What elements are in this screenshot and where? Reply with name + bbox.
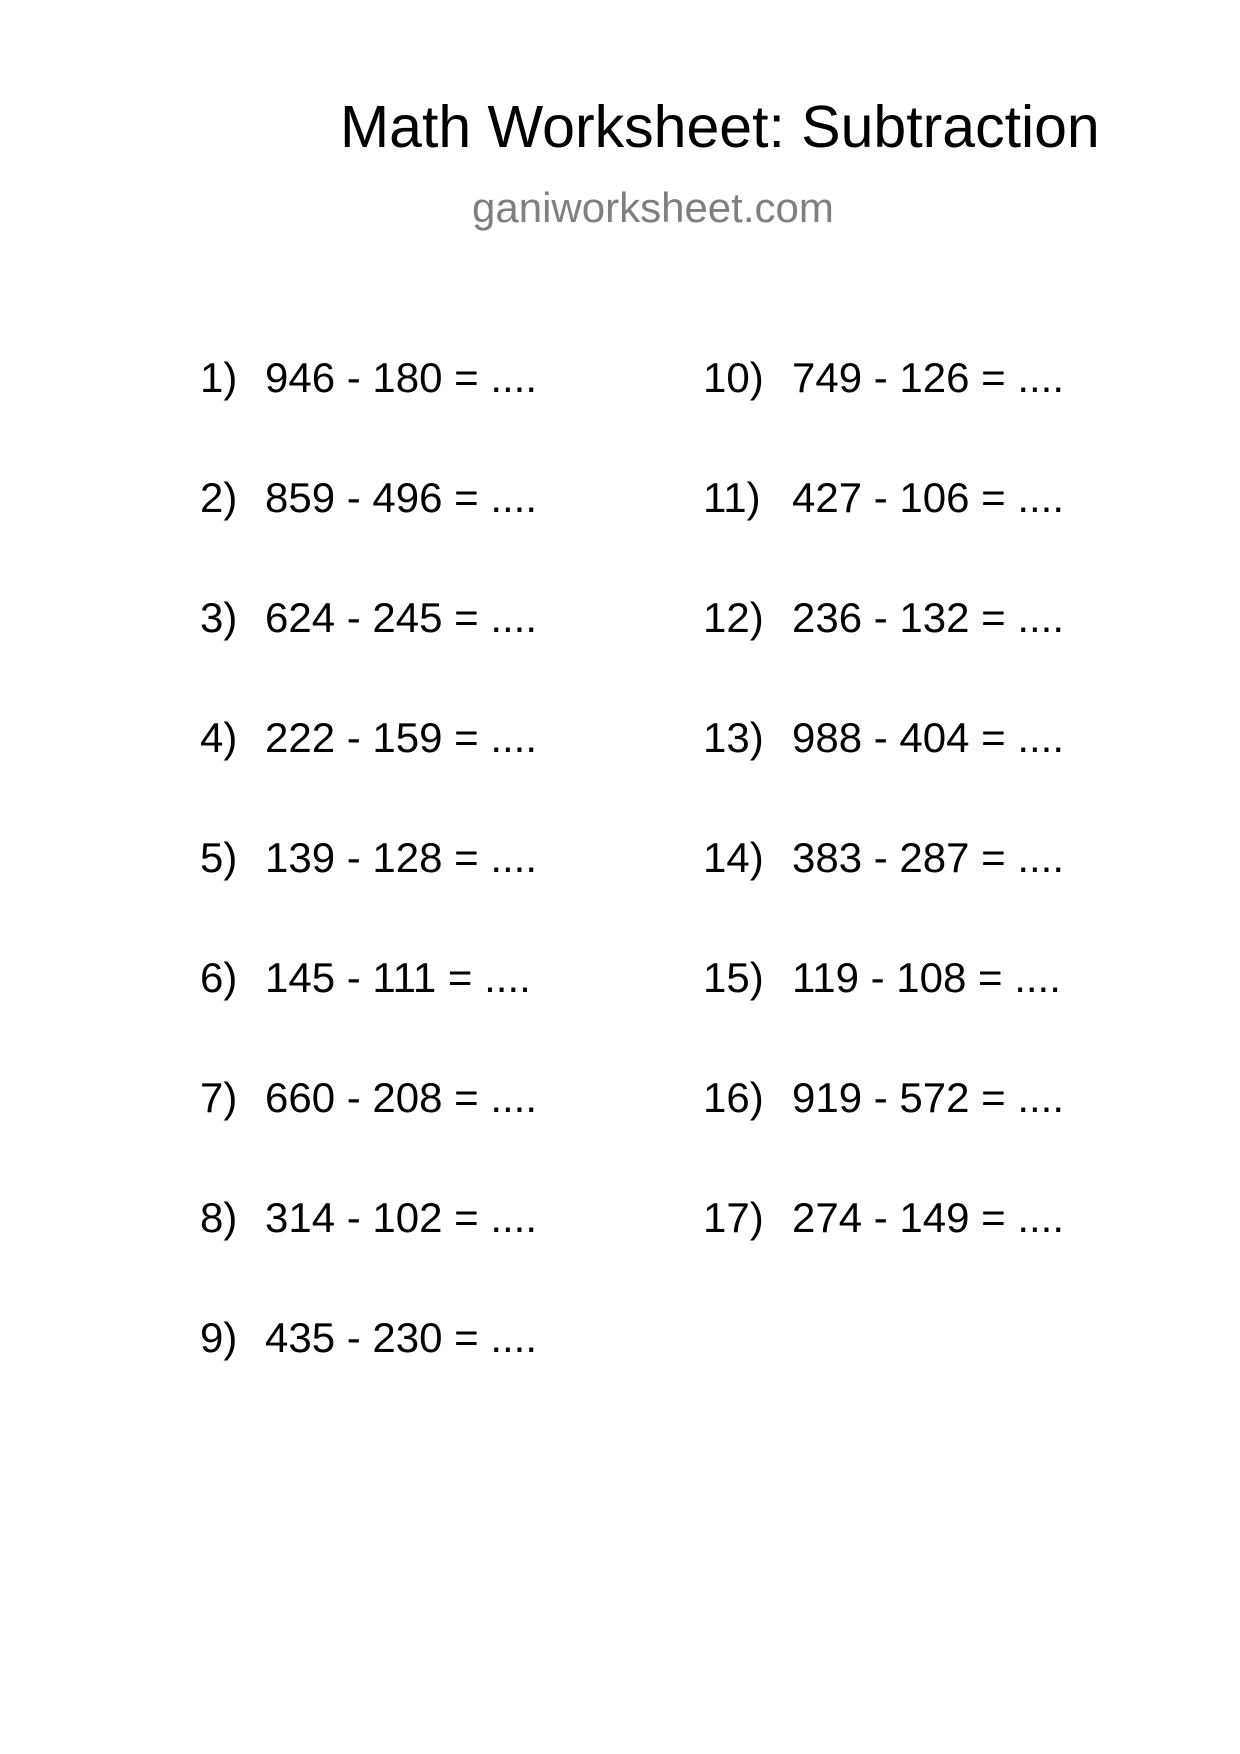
problem-expression: 427 - 106 = .... [792,474,1065,521]
problem-expression: 859 - 496 = .... [265,474,538,521]
problem-expression: 383 - 287 = .... [792,834,1065,881]
problem-expression: 660 - 208 = .... [265,1074,538,1121]
problem-item [200,834,537,954]
problem-number: 1) [200,354,238,401]
problem-number: 2) [200,474,238,521]
website-url: ganiworksheet.com [472,184,834,231]
problem-column-right [703,354,1064,1314]
problem-item [200,954,537,1074]
problem-number: 8) [200,1194,238,1241]
problem-expression: 749 - 126 = .... [792,354,1065,401]
problem-item [703,594,1064,714]
problem-number: 3) [200,594,238,641]
problem-item [200,1314,537,1434]
problem-expression: 919 - 572 = .... [792,1074,1065,1121]
problem-expression: 222 - 159 = .... [265,714,538,761]
page-title: Math Worksheet: Subtraction [340,94,1100,160]
problem-expression: 946 - 180 = .... [265,354,538,401]
problem-item [703,1074,1064,1194]
problem-number: 5) [200,834,238,881]
problem-expression: 119 - 108 = .... [792,954,1061,1001]
problem-item [200,1194,537,1314]
problem-expression: 236 - 132 = .... [792,594,1065,641]
problem-item [200,354,537,474]
problem-expression: 274 - 149 = .... [792,1194,1065,1241]
problem-number: 14) [703,834,764,881]
problem-item [703,354,1064,474]
problem-item [703,1194,1064,1314]
problem-column-left [200,354,537,1434]
problem-item [200,714,537,834]
problem-item [200,474,537,594]
problem-expression: 314 - 102 = .... [265,1194,538,1241]
problem-number: 10) [703,354,764,401]
problem-number: 9) [200,1314,238,1361]
problem-expression: 435 - 230 = .... [265,1314,538,1361]
problem-expression: 145 - 111 = .... [265,954,531,1001]
problem-number: 15) [703,954,764,1001]
problem-number: 17) [703,1194,764,1241]
problem-number: 6) [200,954,238,1001]
problem-expression: 139 - 128 = .... [265,834,538,881]
problem-item [703,474,1064,594]
problem-item [703,954,1064,1074]
problem-number: 12) [703,594,764,641]
problem-number: 16) [703,1074,764,1121]
problem-number: 7) [200,1074,238,1121]
problem-number: 13) [703,714,764,761]
problem-item [703,834,1064,954]
problem-expression: 988 - 404 = .... [792,714,1065,761]
problem-expression: 624 - 245 = .... [265,594,538,641]
problem-item [200,1074,537,1194]
problem-number: 11) [703,474,761,521]
problem-number: 4) [200,714,238,761]
problem-item [703,714,1064,834]
problem-item [200,594,537,714]
